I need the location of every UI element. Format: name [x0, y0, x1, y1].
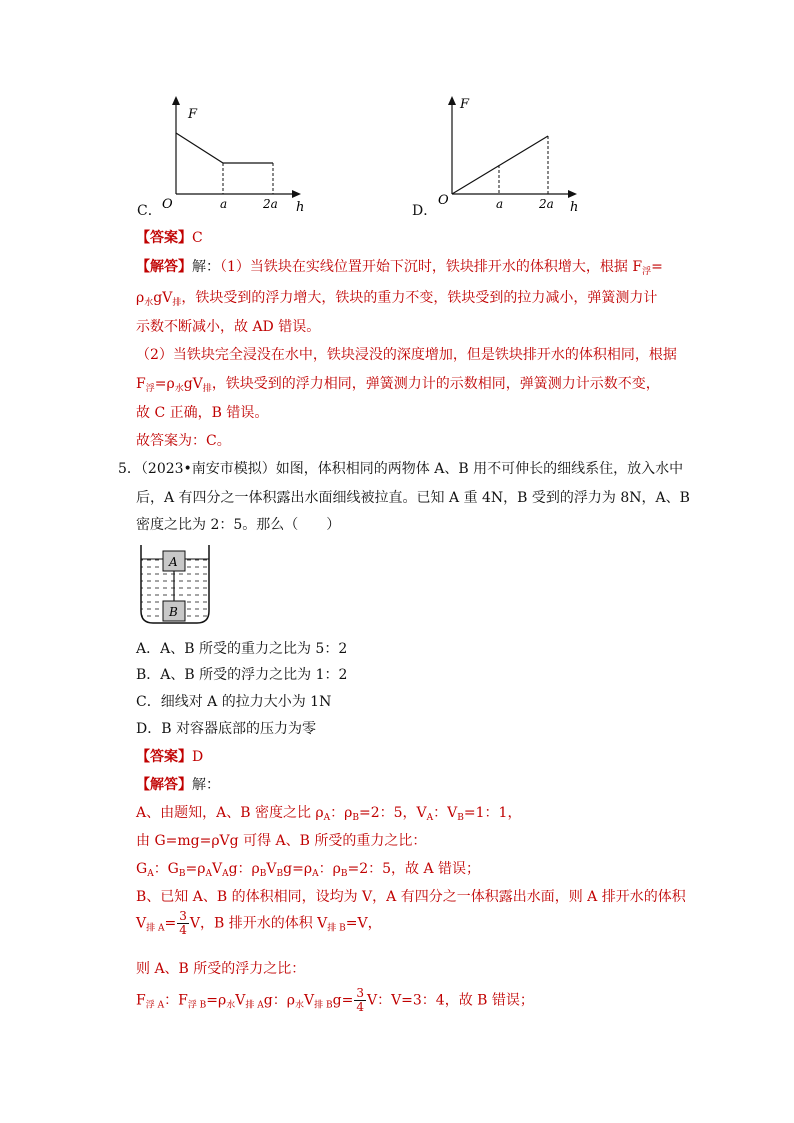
q4-analysis-line-3: 示数不断减小，故 AD 错误。: [136, 319, 321, 335]
graph-c-tick-2a: 2a: [263, 197, 278, 211]
q5-number: 5．: [118, 461, 141, 477]
q5-answer-value: D: [192, 749, 204, 765]
q5-analysis-line-6: 则 A、B 所受的浮力之比：: [136, 961, 306, 977]
q5-answer: 【答案】D: [136, 749, 204, 765]
q5-analysis-line-5: $V_{排 A}=$ $\frac{3}{4}$ V，B 排开水的体积 $V_{排 B}=V$，: [136, 909, 382, 937]
graph-c-label: C．: [137, 203, 162, 219]
q5-stem-line-2: 后，A 有四分之一体积露出水面细线被拉直。已知 A 重 4N，B 受到的浮力为 8N，A、B: [136, 490, 690, 506]
q5-stem-line-3: 密度之比为 2：5。那么（ ）: [136, 517, 341, 533]
q5-analysis-line-1: A、由题知，A、B 密度之比 $\rho_A$：$\rho_B=2$：5，$V_A$：$V_B=1$：1，: [136, 805, 522, 823]
graph-d-curve: [452, 136, 548, 194]
graph-d-y-label: F: [460, 97, 470, 112]
graph-d-x-arrow: [568, 190, 577, 198]
graph-d-tick-a: a: [496, 197, 504, 211]
q4-analysis-line-5: $F_浮=\rho_水gV_排$，铁块受到的浮力相同，弹簧测力计的示数相同，弹簧测力计示数不变，: [136, 376, 660, 394]
q5-option-b: B．A、B 所受的浮力之比为 1：2: [136, 667, 348, 683]
q4-analysis-line-4: （2）当铁块完全浸没在水中，铁块浸没的深度增加，但是铁块排开水的体积相同，根据: [136, 347, 677, 363]
q5-option-a: A．A、B 所受的重力之比为 5：2: [136, 641, 348, 657]
q4-analysis-line-6: 故 C 正确，B 错误。: [136, 405, 269, 421]
graph-c-tick-a: a: [220, 197, 228, 211]
q4-analysis-line-1: 【解答】解：（1）当铁块在实线位置开始下沉时，铁块排开水的体积增大，根据 $F_浮=$: [136, 259, 663, 277]
graph-d-label: D．: [412, 203, 438, 219]
q5-analysis-line-4: B、已知 A、B 的体积相同，设均为 V，A 有四分之一体积露出水面，则 A 排开水的体积: [136, 889, 686, 905]
q5-option-c: C．细线对 A 的拉力大小为 1N: [136, 694, 332, 710]
q5-stem-line-1: 5．（2023•南安市模拟）如图，体积相同的两物体 A、B 用不可伸长的细线系住，放入水中: [118, 461, 684, 477]
graph-c-y-label: F: [188, 107, 198, 122]
graph-d-x-label: h: [570, 200, 579, 212]
q4-answer: 【答案】C: [136, 230, 203, 246]
q5-analysis-line-3: $G_A$：$G_B=\rho_AV_Ag$：$\rho_BV_Bg=\rho_A$：$\rho_B=2$：5，故 A 错误；: [136, 861, 481, 879]
graph-d-origin: O: [438, 193, 449, 208]
q5-analysis-line-2: 由 G=mg=ρVg 可得 A、B 所受的重力之比：: [136, 833, 427, 849]
q5-label-a: A: [169, 555, 178, 569]
q4-final-answer: 故答案为：C。: [136, 433, 231, 449]
q5-label-b: B: [169, 605, 178, 619]
q5-container-figure: [138, 543, 212, 627]
graph-d-y-arrow: [448, 96, 456, 105]
q5-analysis-line-7: $F_{浮 A}$：$F_{浮 B}=\rho_水V_{排 A}g$：$\rho_水V_{排 B}g=$ $\frac{3}{4}$ V：V=3：4，故 B 错误；: [136, 986, 534, 1014]
q5-analysis-heading: 【解答】解：: [136, 777, 220, 793]
graph-c-y-arrow: [172, 96, 180, 105]
q5-option-d: D．B 对容器底部的压力为零: [136, 721, 316, 737]
q4-analysis-line-2: $\rho_水gV_排$，铁块受到的浮力增大，铁块的重力不变，铁块受到的拉力减小，弹簧测力计: [136, 290, 658, 308]
q5-fraction-3-4: $\frac{3}{4}$: [179, 909, 187, 937]
q4-answer-value: C: [192, 230, 203, 246]
graph-c: [160, 92, 310, 212]
graph-d: [436, 92, 586, 212]
graph-c-x-label: h: [296, 200, 305, 212]
graph-c-curve: [176, 133, 273, 163]
graph-c-origin: O: [162, 197, 173, 212]
q5-fraction-3-4-b: $\frac{3}{4}$: [356, 986, 364, 1014]
graph-c-x-arrow: [292, 190, 301, 198]
graph-d-tick-2a: 2a: [539, 197, 554, 211]
